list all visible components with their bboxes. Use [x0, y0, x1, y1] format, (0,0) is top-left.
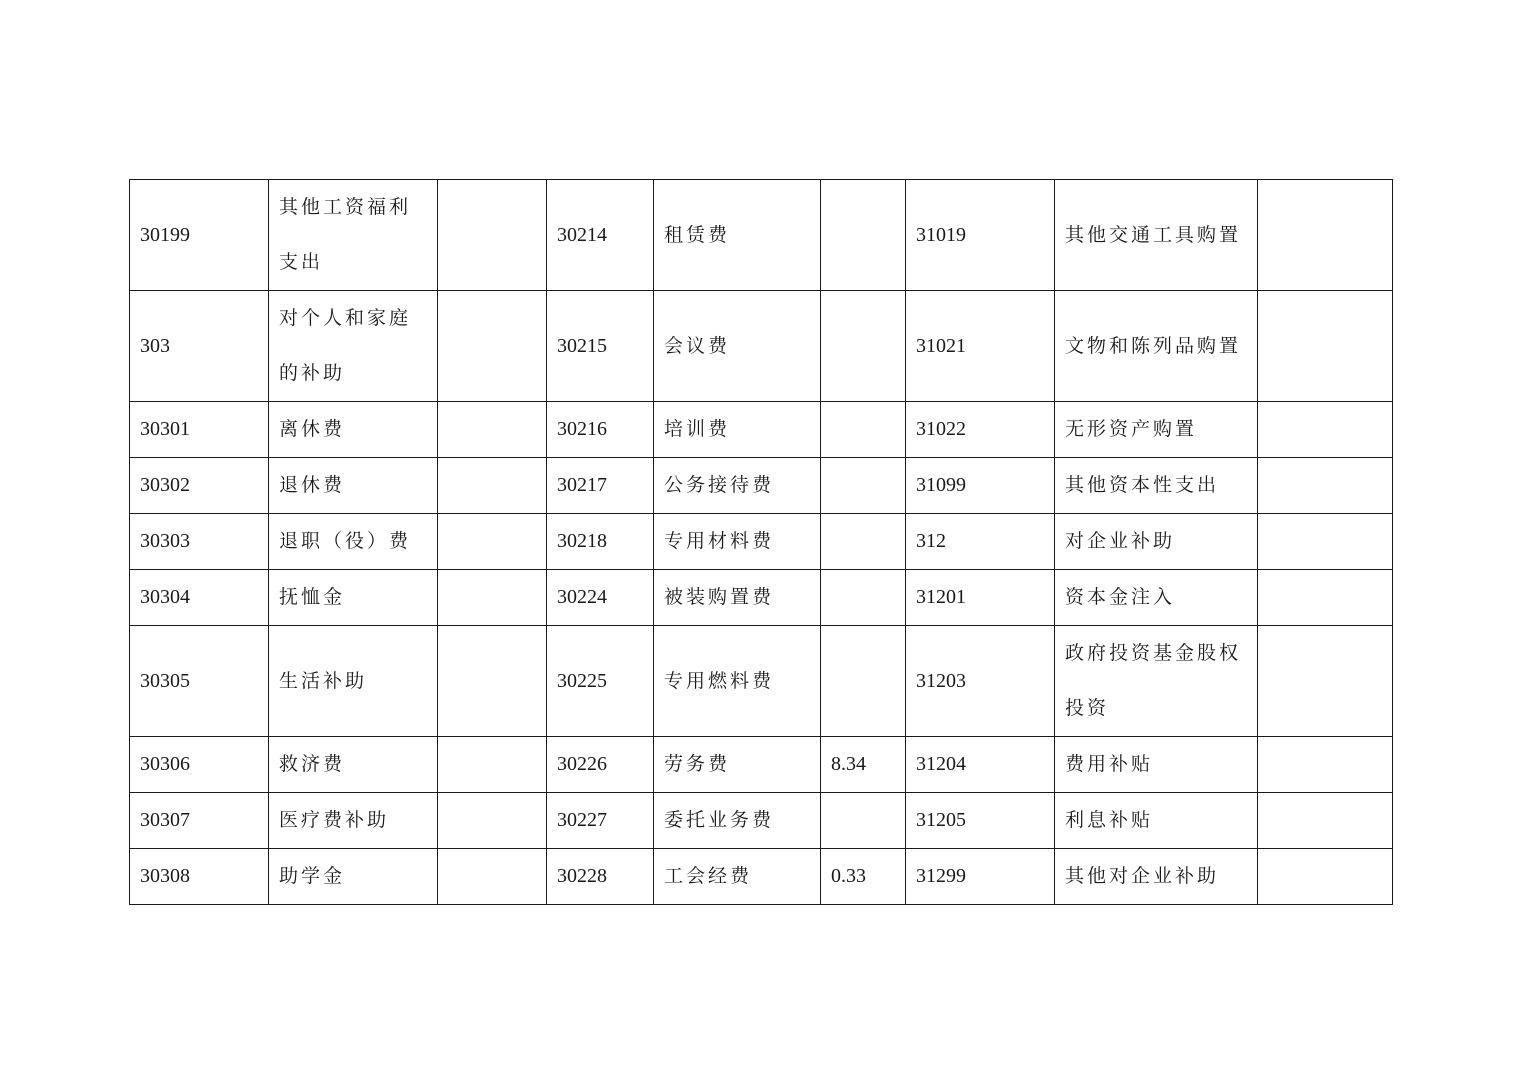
amount-cell: [821, 570, 906, 626]
item-name-cell: 会议费: [654, 291, 821, 402]
table-row: [130, 849, 1393, 905]
amount-cell: [1258, 458, 1393, 514]
item-name-cell: 培训费: [654, 402, 821, 458]
item-name-cell: 抚恤金: [269, 570, 438, 626]
amount-cell: [821, 626, 906, 737]
item-name-cell: 租赁费: [654, 180, 821, 291]
amount-cell: [1258, 402, 1393, 458]
item-name-cell: 医疗费补助: [269, 793, 438, 849]
amount-cell: [1258, 626, 1393, 737]
item-name-cell: 公务接待费: [654, 458, 821, 514]
code-cell: 31204: [906, 737, 1055, 793]
item-name-cell: 劳务费: [654, 737, 821, 793]
amount-cell: [821, 458, 906, 514]
table-row: [130, 458, 1393, 514]
item-name-cell: 文物和陈列品购置: [1055, 291, 1258, 402]
table-row: [130, 793, 1393, 849]
amount-cell: [1258, 793, 1393, 849]
amount-cell: [438, 793, 547, 849]
item-name-cell: 助学金: [269, 849, 438, 905]
code-cell: 30227: [547, 793, 654, 849]
code-cell: 30224: [547, 570, 654, 626]
amount-cell: [438, 180, 547, 291]
amount-cell: [821, 291, 906, 402]
item-name-cell: 被装购置费: [654, 570, 821, 626]
item-name-cell: 其他资本性支出: [1055, 458, 1258, 514]
expenditure-classification-table: [129, 179, 1393, 905]
amount-cell: [1258, 180, 1393, 291]
amount-cell: [438, 514, 547, 570]
table-row: [130, 570, 1393, 626]
code-cell: 30305: [130, 626, 269, 737]
code-cell: 31203: [906, 626, 1055, 737]
code-cell: 31201: [906, 570, 1055, 626]
code-cell: 31021: [906, 291, 1055, 402]
code-cell: 30306: [130, 737, 269, 793]
code-cell: 30308: [130, 849, 269, 905]
table-row: [130, 737, 1393, 793]
item-name-cell: 对个人和家庭的补助: [269, 291, 438, 402]
item-name-cell: 费用补贴: [1055, 737, 1258, 793]
code-cell: 30226: [547, 737, 654, 793]
amount-cell: [438, 849, 547, 905]
item-name-cell: 政府投资基金股权投资: [1055, 626, 1258, 737]
amount-cell: [821, 180, 906, 291]
amount-cell: 8.34: [821, 737, 906, 793]
amount-cell: [1258, 570, 1393, 626]
code-cell: 31299: [906, 849, 1055, 905]
table-row: [130, 291, 1393, 402]
item-name-cell: 救济费: [269, 737, 438, 793]
amount-cell: [821, 793, 906, 849]
item-name-cell: 无形资产购置: [1055, 402, 1258, 458]
code-cell: 312: [906, 514, 1055, 570]
amount-cell: [1258, 291, 1393, 402]
code-cell: 30304: [130, 570, 269, 626]
code-cell: 31019: [906, 180, 1055, 291]
item-name-cell: 资本金注入: [1055, 570, 1258, 626]
amount-cell: 0.33: [821, 849, 906, 905]
code-cell: 30214: [547, 180, 654, 291]
item-name-cell: 生活补助: [269, 626, 438, 737]
code-cell: 30217: [547, 458, 654, 514]
item-name-cell: 专用燃料费: [654, 626, 821, 737]
amount-cell: [438, 626, 547, 737]
amount-cell: [821, 402, 906, 458]
item-name-cell: 退休费: [269, 458, 438, 514]
code-cell: 30301: [130, 402, 269, 458]
code-cell: 30218: [547, 514, 654, 570]
code-cell: 30215: [547, 291, 654, 402]
amount-cell: [1258, 737, 1393, 793]
code-cell: 303: [130, 291, 269, 402]
table-row: [130, 626, 1393, 737]
item-name-cell: 退职（役）费: [269, 514, 438, 570]
code-cell: 30303: [130, 514, 269, 570]
item-name-cell: 工会经费: [654, 849, 821, 905]
table-row: [130, 514, 1393, 570]
code-cell: 30228: [547, 849, 654, 905]
amount-cell: [438, 291, 547, 402]
amount-cell: [438, 737, 547, 793]
code-cell: 30225: [547, 626, 654, 737]
code-cell: 31022: [906, 402, 1055, 458]
item-name-cell: 其他交通工具购置: [1055, 180, 1258, 291]
code-cell: 31205: [906, 793, 1055, 849]
item-name-cell: 专用材料费: [654, 514, 821, 570]
amount-cell: [1258, 849, 1393, 905]
code-cell: 31099: [906, 458, 1055, 514]
table-row: [130, 402, 1393, 458]
item-name-cell: 离休费: [269, 402, 438, 458]
amount-cell: [821, 514, 906, 570]
item-name-cell: 委托业务费: [654, 793, 821, 849]
amount-cell: [438, 402, 547, 458]
amount-cell: [438, 570, 547, 626]
code-cell: 30216: [547, 402, 654, 458]
code-cell: 30302: [130, 458, 269, 514]
item-name-cell: 利息补贴: [1055, 793, 1258, 849]
amount-cell: [1258, 514, 1393, 570]
item-name-cell: 其他对企业补助: [1055, 849, 1258, 905]
code-cell: 30307: [130, 793, 269, 849]
item-name-cell: 其他工资福利支出: [269, 180, 438, 291]
table-row: [130, 180, 1393, 291]
amount-cell: [438, 458, 547, 514]
item-name-cell: 对企业补助: [1055, 514, 1258, 570]
code-cell: 30199: [130, 180, 269, 291]
